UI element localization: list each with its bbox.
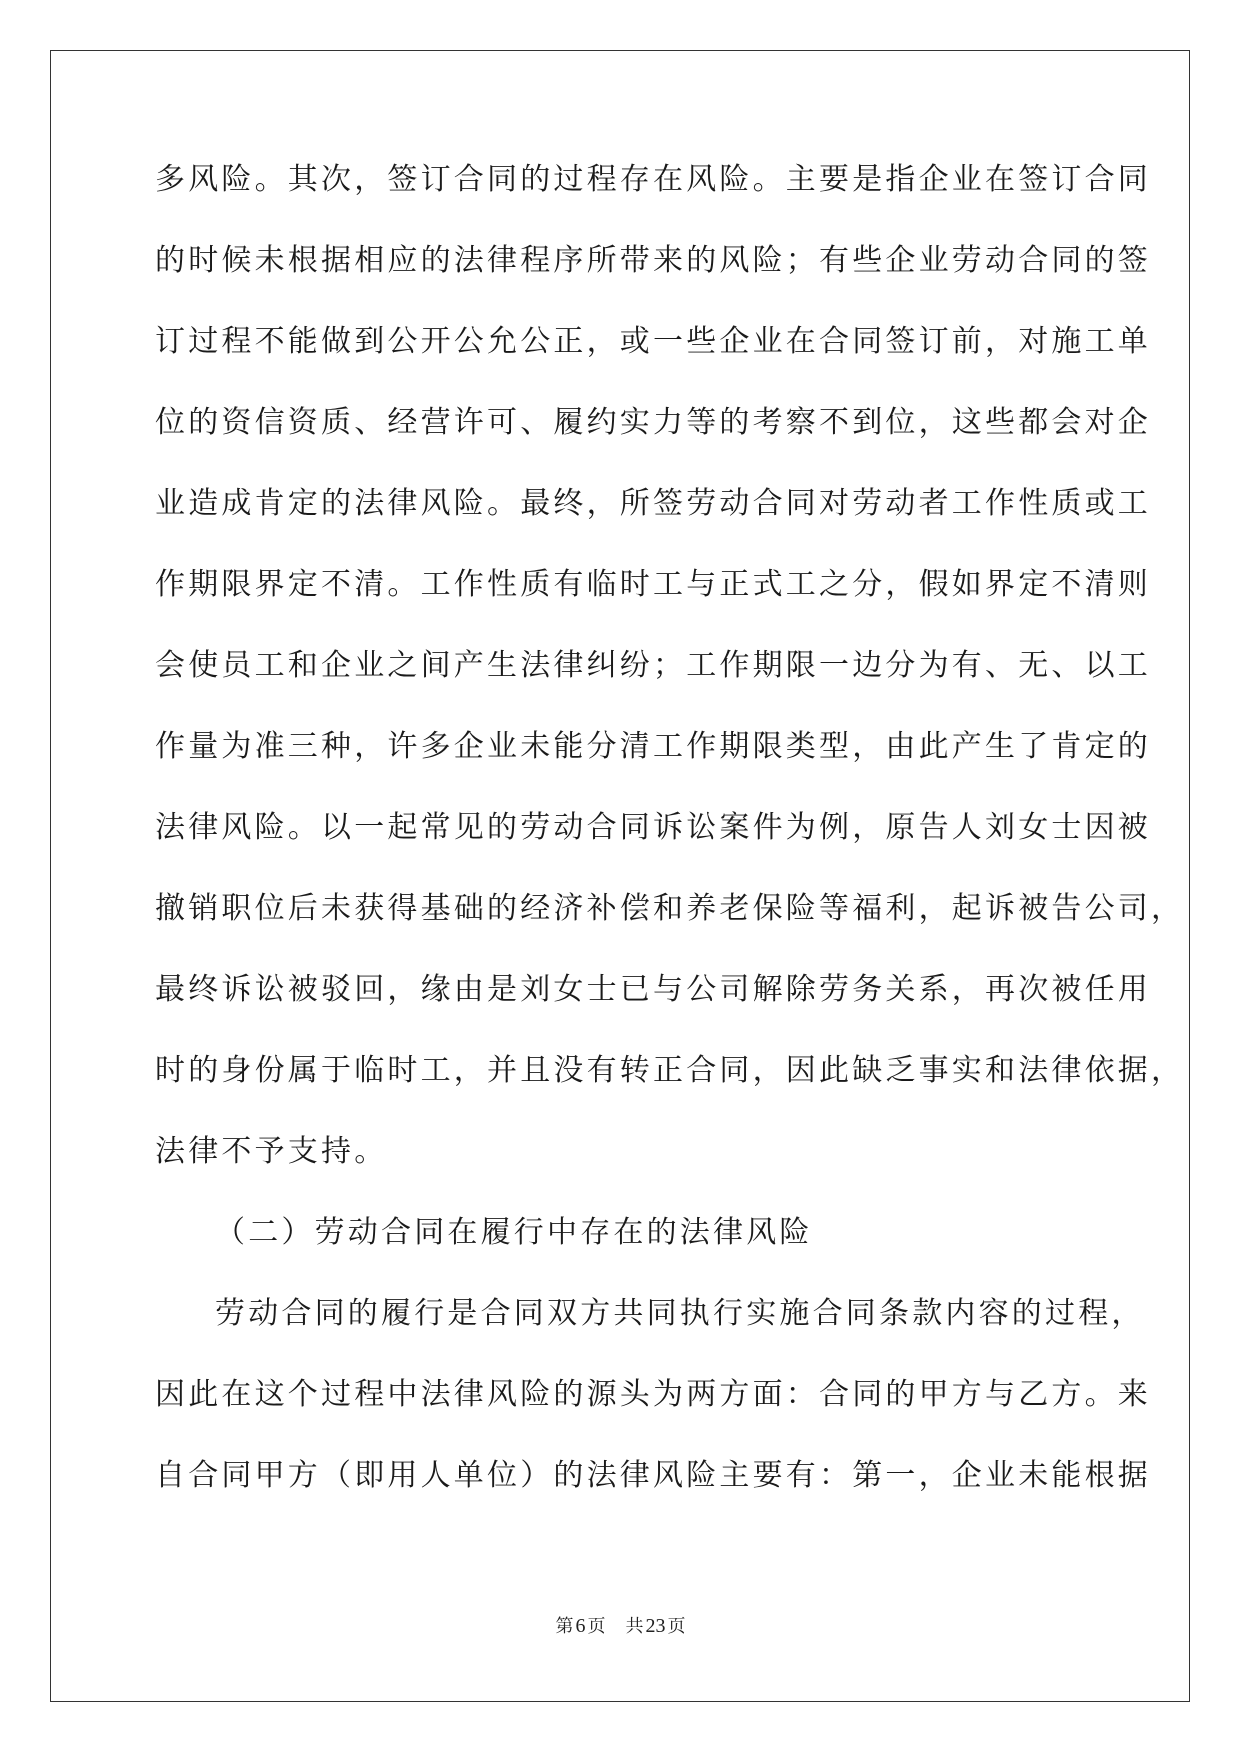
page-suffix: 页 bbox=[587, 1616, 606, 1637]
text-line-8: 作量为准三种，许多企业未能分清工作期限类型，由此产生了肯定的 bbox=[155, 729, 1151, 764]
page-prefix: 第 bbox=[555, 1616, 574, 1637]
text-line-13: 法律不予支持。 bbox=[155, 1134, 388, 1169]
total-suffix: 页 bbox=[667, 1616, 686, 1637]
text-line-2: 的时候未根据相应的法律程序所带来的风险；有些企业劳动合同的签 bbox=[155, 243, 1151, 278]
text-line-11: 最终诉讼被驳回，缘由是刘女士已与公司解除劳务关系，再次被任用 bbox=[155, 972, 1151, 1007]
total-prefix: 共 bbox=[625, 1616, 644, 1637]
text-line-7: 会使员工和企业之间产生法律纠纷；工作期限一边分为有、无、以工 bbox=[155, 648, 1151, 683]
text-line-9: 法律风险。以一起常见的劳动合同诉讼案件为例，原告人刘女士因被 bbox=[155, 810, 1151, 845]
page-footer bbox=[0, 1616, 1241, 1637]
text-line-15: 劳动合同的履行是合同双方共同执行实施合同条款内容的过程， bbox=[215, 1296, 1145, 1331]
page-number: 6 bbox=[575, 1615, 586, 1637]
text-line-10: 撤销职位后未获得基础的经济补偿和养老保险等福利，起诉被告公司， bbox=[155, 891, 1185, 926]
text-line-3: 订过程不能做到公开公允公正，或一些企业在合同签订前，对施工单 bbox=[155, 324, 1151, 359]
text-line-5: 业造成肯定的法律风险。最终，所签劳动合同对劳动者工作性质或工 bbox=[155, 486, 1151, 521]
text-line-1: 多风险。其次，签订合同的过程存在风险。主要是指企业在签订合同 bbox=[155, 162, 1151, 197]
document-body bbox=[155, 162, 1185, 1542]
text-line-17: 自合同甲方（即用人单位）的法律风险主要有：第一，企业未能根据 bbox=[155, 1458, 1151, 1493]
text-line-6: 作期限界定不清。工作性质有临时工与正式工之分，假如界定不清则 bbox=[155, 567, 1151, 602]
section-heading: （二）劳动合同在履行中存在的法律风险 bbox=[215, 1215, 813, 1250]
text-line-4: 位的资信资质、经营许可、履约实力等的考察不到位，这些都会对企 bbox=[155, 405, 1151, 440]
text-line-12: 时的身份属于临时工，并且没有转正合同，因此缺乏事实和法律依据， bbox=[155, 1053, 1185, 1088]
text-line-16: 因此在这个过程中法律风险的源头为两方面：合同的甲方与乙方。来 bbox=[155, 1377, 1151, 1412]
total-pages: 23 bbox=[645, 1615, 666, 1637]
